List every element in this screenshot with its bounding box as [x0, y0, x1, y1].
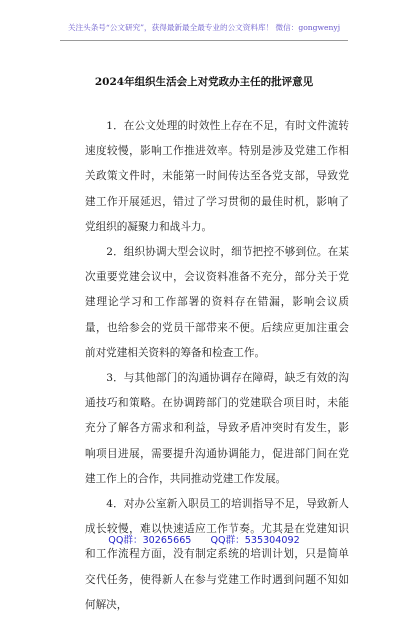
- footer-qq-group-2: QQ群：535304092: [210, 535, 300, 546]
- paragraph-1: 1．在公文处理的时效性上存在不足，有时文件流转速度较慢，影响工作推进效率。特别是涉及党建工作相关政策文件时，未能第一时间传达至各党支部，导致党建工作开展延迟，错过了学习贯彻的最佳时机，影响了党组织的凝聚力和战斗力。: [85, 120, 349, 233]
- paragraph-2: 2．组织协调大型会议时，细节把控不够到位。在某次重要党建会议中，会议资料准备不充分，部分关于党建理论学习和工作部署的资料存在错漏，影响会议质量，也给参会的党员干部带来不便。后续应更加注重会前对党建相关资料的筹备和检查工作。: [85, 246, 349, 359]
- footer-qq-group-1: QQ群：30265665: [108, 535, 192, 546]
- header-divider: [60, 40, 348, 41]
- document-title: 2024年组织生活会上对党政办主任的批评意见: [94, 76, 314, 88]
- footer: [0, 532, 408, 546]
- paragraph-4: 4．对办公室新入职员工的培训指导不足，导致新人成长较慢，难以快速适应工作节奏。尤其是在党建知识和工作流程方面，没有制定系统的培训计划，只是简单交代任务，使得新人在参与党建工作时遇到问题不知如何解决，: [85, 498, 349, 611]
- top-banner-text: 关注头条号“公文研究”，获得最新最全最专业的公文资料库！ 微信：gongwenyj: [67, 23, 341, 32]
- paragraph-3: 3．与其他部门的沟通协调存在障碍，缺乏有效的沟通技巧和策略。在协调跨部门的党建联合项目时，未能充分了解各方需求和利益，导致矛盾冲突时有发生，影响项目进展，需要提升沟通协调能力，促进部门间在党建工作上的合作，共同推动党建工作发展。: [85, 372, 349, 485]
